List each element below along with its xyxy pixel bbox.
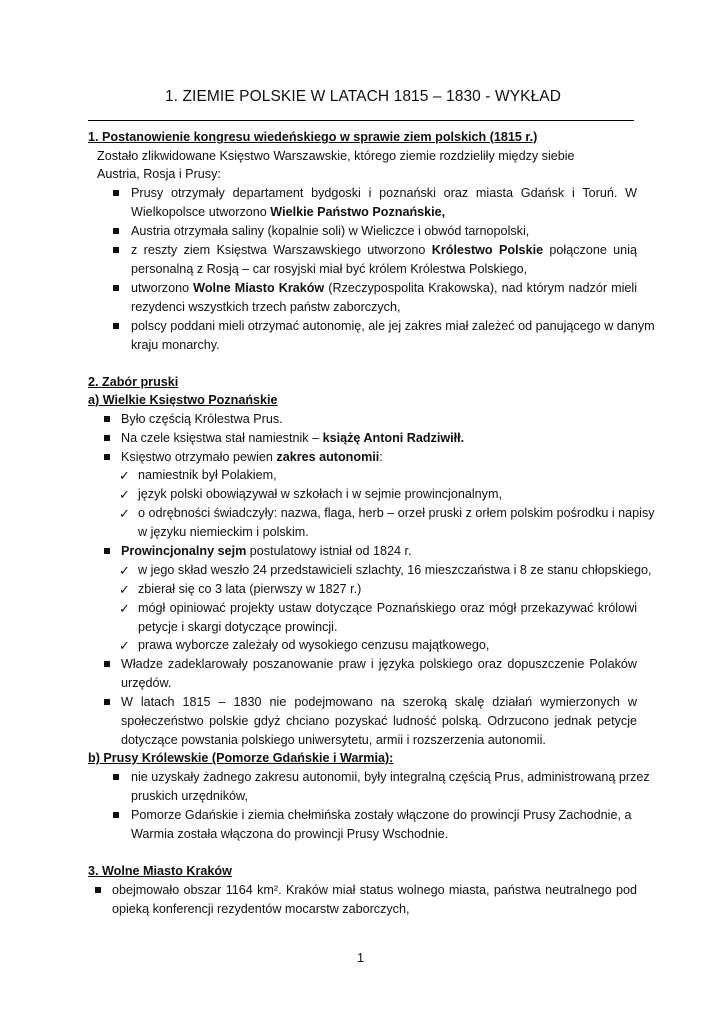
bullet-icon bbox=[104, 548, 110, 554]
title-underline bbox=[88, 120, 634, 121]
bullet-icon bbox=[113, 190, 119, 196]
subsection-a-heading: a) Wielkie Księstwo Poznańskie bbox=[88, 393, 278, 407]
s2b-bullet-1-line-1: nie uzyskały żadnego zakresu autonomii, były integralną częścią Prus, administrowaną przez bbox=[131, 770, 650, 784]
bullet-icon bbox=[113, 323, 119, 329]
bullet-icon bbox=[104, 454, 110, 460]
page-title: 1. ZIEMIE POLSKIE W LATACH 1815 – 1830 - WYKŁAD bbox=[164, 88, 562, 105]
checkmark-icon: ✓ bbox=[119, 582, 130, 597]
sejm-item-2: zbierał się co 3 lata (pierwszy w 1827 r.) bbox=[138, 582, 362, 596]
s2a-bullet-1: Było częścią Królestwa Prus. bbox=[121, 412, 283, 426]
checkmark-icon: ✓ bbox=[119, 468, 130, 483]
section-1-intro-line-2: Austria, Rosja i Prusy: bbox=[97, 167, 221, 181]
s2a-bullet-6-line-3: dotyczące powstania polskiego uniwersytetu, armii i rozszerzenia autonomii. bbox=[121, 733, 546, 747]
s3-bullet-1-line-1: obejmowało obszar 1164 km². Kraków miał status wolnego miasta, państwa neutralnego pod bbox=[112, 883, 637, 897]
bullet-icon bbox=[113, 228, 119, 234]
sejm-item-1: w jego skład weszło 24 przedstawicieli szlachty, 16 mieszczaństwa i 8 ze stanu chłopskiego, bbox=[138, 563, 652, 577]
s2b-bullet-1-line-2: pruskich urzędników, bbox=[131, 789, 248, 803]
s2a-bullet-2: Na czele księstwa stał namiestnik – książę Antoni Radziwiłł. bbox=[121, 431, 465, 445]
s1-bullet-5-line-2: kraju monarchy. bbox=[131, 338, 220, 352]
s1-bullet-4-line-1: utworzono Wolne Miasto Kraków (Rzeczypospolita Krakowska), nad którym nadzór mieli bbox=[131, 281, 637, 295]
s2a-bullet-5-line-1: Władze zadeklarowały poszanowanie praw i języka polskiego oraz dopuszczenie Polaków bbox=[121, 657, 637, 671]
bullet-icon bbox=[113, 285, 119, 291]
section-3-heading: 3. Wolne Miasto Kraków bbox=[88, 864, 232, 878]
sejm-item-3-line-2: petycje i skargi dotyczące prowincji. bbox=[138, 620, 338, 634]
bullet-icon bbox=[104, 435, 110, 441]
check-item-3-line-2: w języku niemieckim i polskim. bbox=[138, 525, 309, 539]
checkmark-icon: ✓ bbox=[119, 487, 130, 502]
s2a-bullet-4: Prowincjonalny sejm postulatowy istniał od 1824 r. bbox=[121, 544, 412, 558]
s1-bullet-2: Austria otrzymała saliny (kopalnie soli) w Wieliczce i obwód tarnopolski, bbox=[131, 224, 530, 238]
bullet-icon bbox=[104, 661, 110, 667]
checkmark-icon: ✓ bbox=[119, 563, 130, 578]
checkmark-icon: ✓ bbox=[119, 601, 130, 616]
s1-bullet-4-line-2: rezydenci wszystkich trzech państw zaborczych, bbox=[131, 300, 401, 314]
checkmark-icon: ✓ bbox=[119, 506, 130, 521]
s2b-bullet-2-line-2: Warmia została włączona do prowincji Prusy Wschodnie. bbox=[131, 827, 449, 841]
bullet-icon bbox=[113, 812, 119, 818]
section-1-heading: 1. Postanowienie kongresu wiedeńskiego w sprawie ziem polskich (1815 r.) bbox=[88, 130, 538, 144]
s2b-bullet-2-line-1: Pomorze Gdańskie i ziemia chełmińska zostały włączone do prowincji Prusy Zachodnie, a bbox=[131, 808, 632, 822]
s2a-bullet-6-line-2: społeczeństwo polskie gdyż chciano pozyskać ludność polską. Odrzucono jednak petycje bbox=[121, 714, 637, 728]
check-item-1: namiestnik był Polakiem, bbox=[138, 468, 277, 482]
s1-bullet-1-line-1: Prusy otrzymały departament bydgoski i poznański oraz miasta Gdańsk i Toruń. W bbox=[131, 186, 637, 200]
check-item-3-line-1: o odrębności świadczyły: nazwa, flaga, herb – orzeł pruski z orłem polskim pośrodku i napisy bbox=[138, 506, 655, 520]
section-2-heading: 2. Zabór pruski bbox=[88, 375, 179, 389]
bullet-icon bbox=[104, 699, 110, 705]
sejm-item-3-line-1: mógł opiniować projekty ustaw dotyczące Poznańskiego oraz mógł przekazywać królowi bbox=[138, 601, 637, 615]
check-item-2: język polski obowiązywał w szkołach i w sejmie prowincjonalnym, bbox=[138, 487, 502, 501]
bullet-icon bbox=[113, 774, 119, 780]
bullet-icon bbox=[104, 416, 110, 422]
s2a-bullet-6-line-1: W latach 1815 – 1830 nie podejmowano na szeroką skalę działań wymierzonych w bbox=[121, 695, 637, 709]
s1-bullet-5-line-1: polscy poddani mieli otrzymać autonomię, ale jej zakres miał zależeć od panującego w danym bbox=[131, 319, 655, 333]
bullet-icon bbox=[113, 247, 119, 253]
s2a-bullet-3: Księstwo otrzymało pewien zakres autonomii: bbox=[121, 450, 383, 464]
sejm-item-4: prawa wyborcze zależały od wysokiego cenzusu majątkowego, bbox=[138, 638, 490, 652]
s1-bullet-1-line-2: Wielkopolsce utworzono Wielkie Państwo Poznańskie, bbox=[131, 205, 446, 219]
s1-bullet-3-line-1: z reszty ziem Księstwa Warszawskiego utworzono Królestwo Polskie połączone unią bbox=[131, 243, 637, 257]
s3-bullet-1-line-2: opieką konferencji rezydentów mocarstw zaborczych, bbox=[112, 902, 410, 916]
subsection-b-heading: b) Prusy Królewskie (Pomorze Gdańskie i Warmia): bbox=[88, 751, 394, 765]
s1-bullet-3-line-2: personalną z Rosją – car rosyjski miał być królem Królestwa Polskiego, bbox=[131, 262, 528, 276]
checkmark-icon: ✓ bbox=[119, 638, 130, 653]
section-1-intro-line-1: Zostało zlikwidowane Księstwo Warszawskie, którego ziemie rozdzieliły między siebie bbox=[97, 149, 575, 163]
bullet-icon bbox=[95, 887, 101, 893]
page-number: 1 bbox=[357, 951, 365, 965]
s2a-bullet-5-line-2: urzędów. bbox=[121, 676, 172, 690]
